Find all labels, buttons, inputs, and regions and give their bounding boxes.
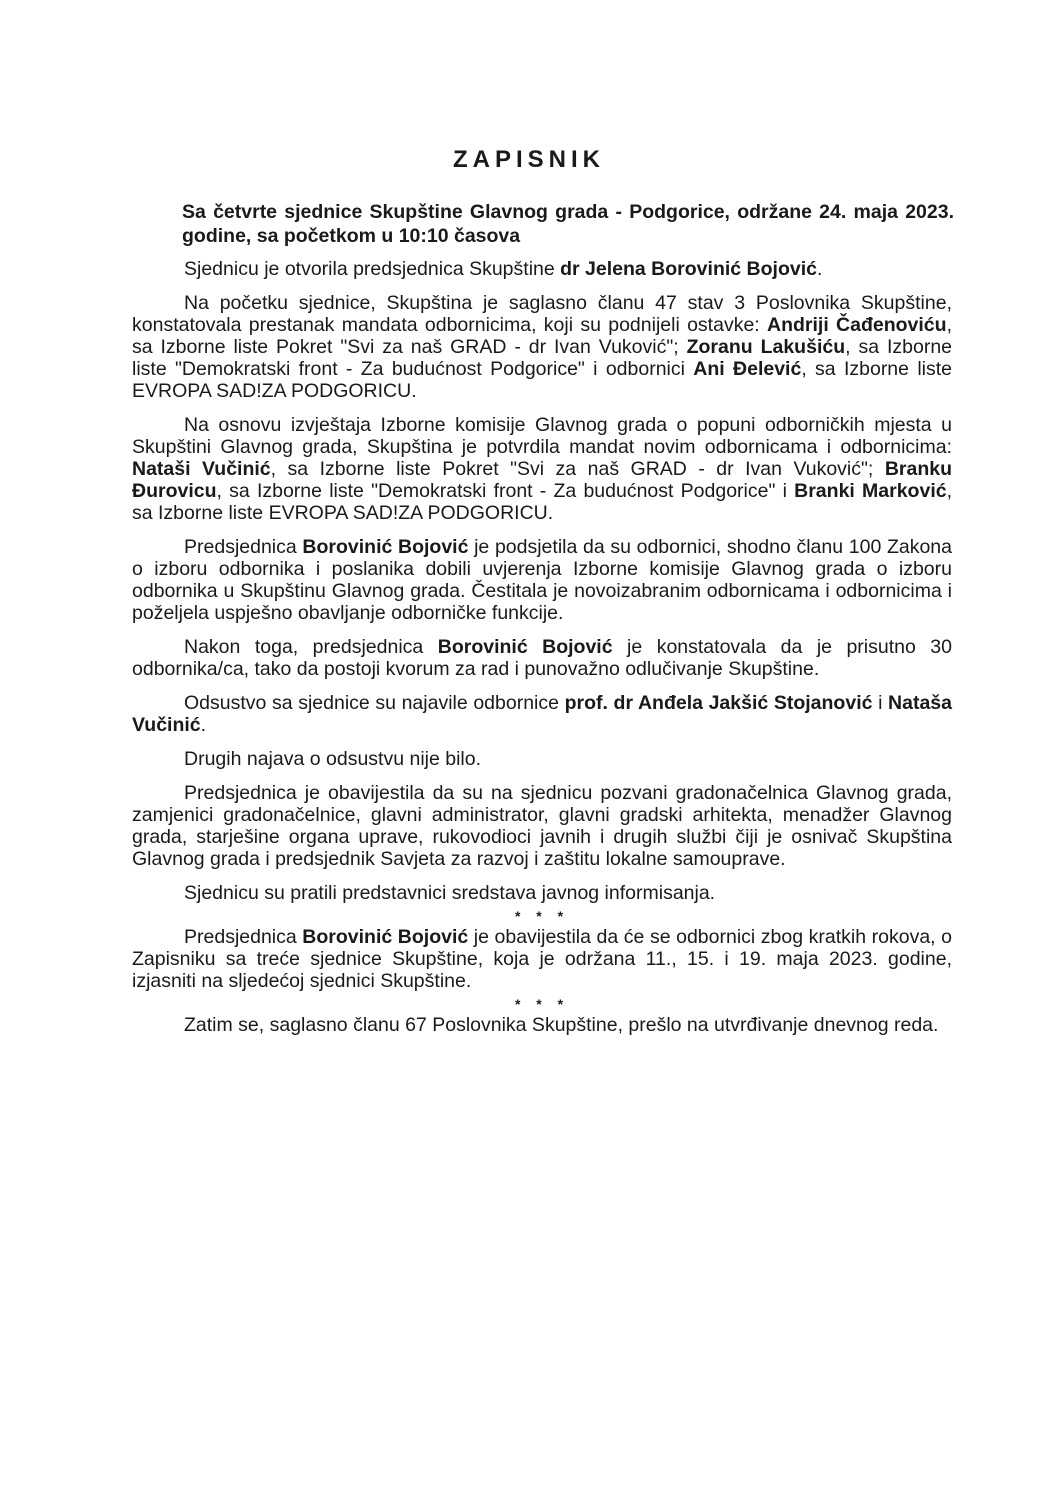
text-run: . bbox=[816, 258, 823, 280]
paragraph-media bbox=[132, 882, 952, 904]
text-run: , sa Izborne liste Pokret "Svi za naš GRAD - dr Ivan Vuković"; bbox=[132, 314, 952, 358]
paragraph-certificates bbox=[132, 536, 952, 624]
section-separator: * * * bbox=[514, 908, 570, 924]
name-bold: Andriji Čađenoviću bbox=[767, 314, 947, 336]
text-run: je obavijestila da će se odbornici zbog kratkih rokova, o Zapisniku sa treće sjednice Skupštine, koja je održana 11., 15. i 19. maja 2023. godine, izjasniti na sljedećoj sjednici Skupštine. bbox=[132, 926, 952, 992]
name-bold: Ani Đelević bbox=[693, 358, 802, 380]
text-run: Sjednicu je otvorila predsjednica Skupštine bbox=[184, 258, 561, 280]
text-run: Na početku sjednice, Skupština je saglasno članu 47 stav 3 Poslovnika Skupštine, konstatovala prestanak mandata odbornicima, koji su podnijeli ostavke: bbox=[132, 292, 952, 336]
text-run: je podsjetila da su odbornici, shodno članu 100 Zakona o izboru odbornika i poslanika dobili uvjerenja Izborne komisije Glavnog grada o izboru odbornika u Skupštinu Glavnog grada. Čestitala je novoizabranim odbornicama i odbornicima i poželjela uspješno obavljanje odborničke funkcije. bbox=[132, 536, 952, 624]
text-run: , sa Izborne liste EVROPA SAD!ZA PODGORICU. bbox=[132, 358, 952, 402]
paragraph-mandate-confirmation bbox=[132, 414, 952, 524]
name-bold: Nataša Vučinić bbox=[132, 692, 952, 736]
name-bold: prof. dr Anđela Jakšić Stojanović bbox=[564, 692, 873, 714]
section-separator: * * * bbox=[514, 996, 570, 1012]
text-run: i bbox=[872, 692, 889, 714]
subtitle-text: Sa četvrte sjednice Skupštine Glavnog grada - Podgorice, održane 24. maja 2023. godine, sa početkom u 10:10 časova bbox=[182, 201, 954, 247]
document-subtitle bbox=[132, 200, 954, 248]
name-bold: Borovinić Bojović bbox=[302, 926, 469, 948]
name-bold: Nataši Vučinić bbox=[132, 458, 271, 480]
paragraph-mandate-termination bbox=[132, 292, 952, 402]
text-run: , sa Izborne liste Pokret "Svi za naš GRAD - dr Ivan Vuković"; bbox=[270, 458, 885, 480]
name-bold: Borovinić Bojović bbox=[437, 636, 613, 658]
name-bold: Zoranu Lakušiću bbox=[686, 336, 846, 358]
paragraph-agenda bbox=[132, 1014, 952, 1036]
name-chair: dr Jelena Borovinić Bojović bbox=[560, 258, 817, 280]
paragraph-absence bbox=[132, 692, 952, 736]
text-run: , sa Izborne liste "Demokratski front - Za budućnost Podgorice" i bbox=[216, 480, 795, 502]
paragraph-quorum bbox=[132, 636, 952, 680]
text-run: , sa Izborne liste "Demokratski front - Za budućnost Podgorice" i odbornici bbox=[132, 336, 953, 380]
text-run: Predsjednica je obavijestila da su na sjednicu pozvani gradonačelnica Glavnog grada, zamjenici gradonačelnice, glavni administrator, glavni gradski arhitekta, menadžer Glavnog grada, starješine organa uprave, rukovodioci javnih i drugih službi čiji je osnivač Skupština Glavnog grada i predsjednik Savjeta za razvoj i zaštitu lokalne samouprave. bbox=[132, 782, 952, 870]
document-body bbox=[132, 258, 952, 1048]
text-run: Zatim se, saglasno članu 67 Poslovnika Skupštine, prešlo na utvrđivanje dnevnog reda. bbox=[184, 1014, 939, 1036]
paragraph-opening bbox=[132, 258, 952, 280]
text-run: Drugih najava o odsustvu nije bilo. bbox=[184, 748, 482, 770]
text-run: Sjednicu su pratili predstavnici sredstava javnog informisanja. bbox=[184, 882, 716, 904]
paragraph-previous-minutes bbox=[132, 926, 952, 992]
name-bold: Branku Đurovicu bbox=[132, 458, 952, 502]
text-run: je konstatovala da je prisutno 30 odbornika/ca, tako da postoji kvorum za rad i punovažno odlučivanje Skupštine. bbox=[132, 636, 952, 680]
document-title: ZAPISNIK bbox=[452, 146, 605, 173]
paragraph-invited bbox=[132, 782, 952, 870]
text-run: Na osnovu izvještaja Izborne komisije Glavnog grada o popuni odborničkih mjesta u Skupštini Glavnog grada, Skupština je potvrdila mandat novim odbornicama i odbornicima: bbox=[132, 414, 952, 458]
text-run: . bbox=[200, 714, 207, 736]
text-run: , sa Izborne liste EVROPA SAD!ZA PODGORICU. bbox=[132, 480, 953, 524]
name-bold: Borovinić Bojović bbox=[302, 536, 469, 558]
text-run: Predsjednica bbox=[184, 536, 303, 558]
text-run: Odsustvo sa sjednice su najavile odbornice bbox=[184, 692, 565, 714]
name-bold: Branki Marković bbox=[794, 480, 947, 502]
text-run: Nakon toga, predsjednica bbox=[184, 636, 438, 658]
text-run: Predsjednica bbox=[184, 926, 303, 948]
paragraph-no-other-absence bbox=[132, 748, 952, 770]
